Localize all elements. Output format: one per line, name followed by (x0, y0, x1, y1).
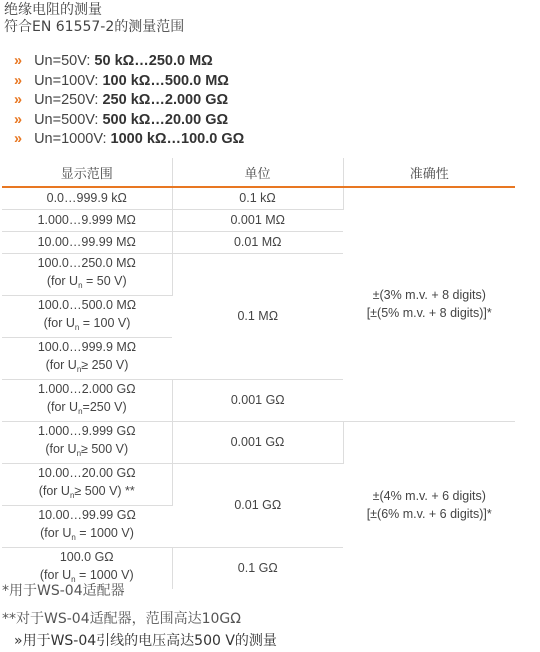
bullet-icon: » (14, 111, 23, 128)
unit-cell: 0.1 GΩ (237, 561, 278, 575)
accuracy-line-alt: [±(5% m.v. + 8 digits)]* (366, 306, 492, 321)
specification-table (2, 158, 515, 589)
range-condition (2, 524, 172, 547)
condition-text: (for U (43, 315, 75, 330)
range-cell: 0.0…999.9 kΩ (2, 187, 172, 209)
table-row (2, 187, 515, 209)
range-condition (2, 440, 172, 463)
condition-text: (for U (46, 273, 79, 288)
bullet-icon: » (14, 72, 23, 89)
accuracy-cell (343, 187, 515, 421)
condition-subscript: n (71, 574, 76, 584)
range-prefix: Un=250V: (34, 92, 103, 109)
header-display-range: 显示范围 (2, 158, 172, 187)
condition-subscript: n (74, 322, 80, 332)
condition-tail: = 100 V) (79, 315, 131, 330)
condition-text: (for U (38, 483, 70, 498)
condition-tail: ≥ 500 V) (81, 441, 129, 456)
condition-text: (for U (45, 441, 77, 456)
range-prefix: Un=500V: (34, 111, 103, 128)
accuracy-line: ±(3% m.v. + 8 digits) (372, 288, 486, 303)
range-cell: 1.000…9.999 MΩ (2, 209, 172, 231)
range-cell (2, 505, 172, 547)
condition-subscript: n (78, 406, 83, 416)
condition-tail: ≥ 250 V) (81, 357, 129, 372)
header-accuracy: 准确性 (343, 158, 515, 187)
range-cell (2, 295, 172, 337)
range-prefix: Un=1000V: (34, 131, 111, 148)
accuracy-cell (343, 421, 515, 589)
condition-text: (for U (45, 357, 77, 372)
range-item (14, 130, 244, 150)
accuracy-line-alt: [±(6% m.v. + 6 digits)]* (366, 507, 492, 521)
condition-text: (for U (46, 399, 79, 414)
range-value: 50 kΩ…250.0 MΩ (94, 53, 213, 69)
unit-cell: 0.1 kΩ (172, 187, 343, 209)
section-subtitle: 符合EN 61557-2的测量范围 (4, 19, 185, 35)
range-item (14, 111, 244, 131)
unit-cell: 0.01 MΩ (172, 231, 343, 253)
condition-subscript: n (76, 364, 82, 374)
range-value: 100.0…250.0 MΩ (37, 255, 136, 270)
range-cell (2, 379, 172, 421)
range-value: 500 kΩ…20.00 GΩ (102, 111, 229, 128)
condition-subscript: n (69, 490, 75, 500)
unit-cell: 0.1 MΩ (172, 253, 343, 379)
range-condition (2, 272, 172, 295)
condition-tail: = 1000 V) (75, 567, 134, 582)
measurement-range-list (14, 52, 244, 150)
range-value: 10.00…20.00 GΩ (37, 465, 136, 480)
range-prefix: Un=50V: (34, 53, 95, 69)
range-cell (2, 463, 172, 505)
range-item (14, 91, 244, 111)
range-cell: 10.00…99.99 MΩ (2, 231, 172, 253)
range-value: 100.0…999.9 MΩ (37, 339, 137, 354)
unit-cell: 0.001 GΩ (172, 421, 343, 463)
condition-tail: = 1000 V) (75, 525, 134, 540)
range-condition (2, 356, 172, 379)
condition-tail: =250 V) (82, 399, 127, 414)
range-cell (2, 421, 172, 463)
range-cell (2, 253, 172, 295)
range-condition (2, 398, 172, 421)
bullet-icon: » (14, 53, 23, 69)
unit-cell: 0.001 GΩ (172, 379, 343, 421)
footnote-voltage: »用于WS-04引线的电压高达500 V的测量 (14, 633, 277, 649)
condition-text: (for U (40, 525, 72, 540)
footnote-range: **对于WS-04适配器，范围高达10GΩ (2, 611, 241, 627)
range-item (14, 52, 244, 72)
range-condition (2, 314, 172, 337)
condition-tail: ≥ 500 V) ** (74, 483, 135, 498)
range-item (14, 72, 244, 92)
range-value: 100 kΩ…500.0 MΩ (102, 72, 229, 89)
range-value: 1000 kΩ…100.0 GΩ (110, 131, 245, 148)
condition-subscript: n (78, 280, 83, 290)
range-condition (2, 482, 172, 505)
range-value: 100.0 GΩ (59, 549, 114, 564)
accuracy-line: ±(4% m.v. + 6 digits) (372, 489, 486, 503)
header-unit: 单位 (172, 158, 343, 187)
condition-subscript: n (71, 532, 76, 542)
unit-cell: 0.01 GΩ (172, 463, 343, 547)
condition-tail: = 50 V) (82, 273, 127, 288)
range-value: 1.000…9.999 GΩ (37, 423, 136, 438)
table-row (2, 421, 515, 463)
range-prefix: Un=100V: (34, 72, 103, 89)
condition-text: (for U (39, 567, 72, 582)
bullet-icon: » (14, 92, 23, 109)
section-title: 绝缘电阻的测量 (4, 2, 102, 18)
range-value: 250 kΩ…2.000 GΩ (102, 92, 229, 109)
unit-cell: 0.001 MΩ (172, 209, 343, 231)
footnote-adapter: *用于WS-04适配器 (2, 583, 125, 599)
condition-subscript: n (76, 448, 82, 458)
range-value: 10.00…99.99 GΩ (38, 507, 136, 522)
table-header-row (2, 158, 515, 187)
range-value: 1.000…2.000 GΩ (37, 381, 136, 396)
bullet-icon: » (14, 131, 23, 148)
range-value: 100.0…500.0 MΩ (37, 297, 137, 312)
range-cell (2, 337, 172, 379)
